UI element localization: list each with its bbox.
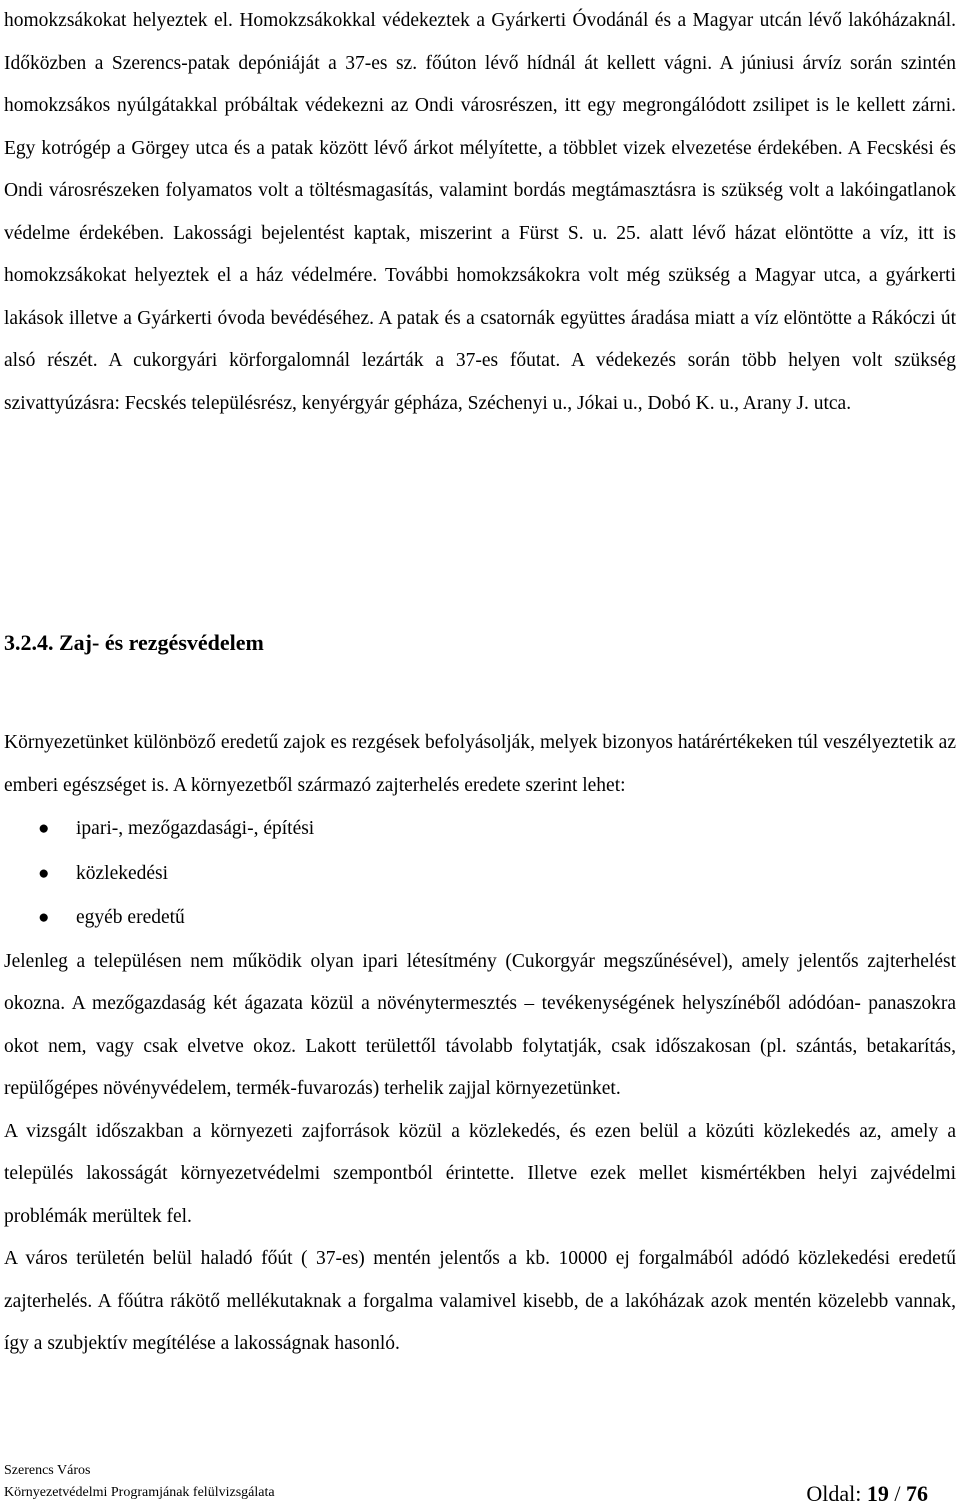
list-item-text: egyéb eredetű bbox=[76, 907, 185, 928]
footer-line-city: Szerencs Város bbox=[4, 1463, 91, 1478]
page-total: 76 bbox=[906, 1481, 928, 1506]
flood-defense-paragraph: homokzsákokat helyeztek el. Homokzsákokkal védekeztek a Gyárkerti Óvodánál és a Magyar utcán lévő lakóházaknál. Időközben a Szerencs-patak depóniáját a 37-es sz. főúton lévő hídnál át kellett vágni. A júniusi árvíz során szintén homokzsákos nyúlgátakkal próbáltak védekezni az Ondi városrészen, itt egy megrongálódott zsilipet is le kellett zárni. Egy kotrógép a Görgey utca és a patak között lévő árkot mélyítette, a többlet vizek elvezetése érdekében. A Fecskési és Ondi városrészeken folyamatos volt a töltésmagasítás, valamint bordás megtámasztásra is szükség volt a lakóingatlanok védelme érdekében. Lakossági bejelentést kaptak, miszerint a Fürst S. u. 25. alatt lévő házat elöntötte a víz, itt is homokzsákokat helyeztek el a ház védelmére. További homokzsákokra volt még szükség a Magyar utca, a gyárkerti lakások illetve a Gyárkerti óvoda bevédéséhez. A patak és a csatornák együttes áradása miatt a víz elöntötte a Rákóczi út alsó részét. A cukorgyári körforgalomnál lezárták a 37-es főutat. A védekezés során több helyen volt szükség szivattyúzásra: Fecskés településrész, kenyérgyár gépháza, Széchenyi u., Jókai u., Dobó K. u., Arany J. utca. bbox=[4, 10, 956, 414]
top-text-block bbox=[4, 0, 956, 425]
page-label: Oldal: bbox=[806, 1481, 862, 1506]
industry-paragraph: Jelenleg a településen nem működik olyan ipari létesítmény (Cukorgyár megszűnésével), amely jelentős zajterhelést okozna. A mezőgazdaság két ágazata közül a növénytermesztés – tevékenységének helyszínéből adódóan- panaszokra okot nem, vagy csak elvetve okoz. Lakott területtől távolabb folytatják, csak időszakosan (pl. szántás, betakarítás, repülőgépes növényvédelem, termék-fuvarozás) terhelik zajjal környezetünket. bbox=[4, 950, 956, 1099]
main-road-paragraph: A város területén belül haladó főút ( 37-es) mentén jelentős a kb. 10000 ej forgalmából adódó közlekedési eredetű zajterhelés. A főútra rákötő mellékutaknak a forgalma valamivel kisebb, de a lakóházak azok mentén közelebb vannak, így a szubjektív megítélése a lakosságnak hasonló. bbox=[4, 1248, 956, 1354]
noise-section bbox=[4, 722, 956, 1366]
footer-line-program: Környezetvédelmi Programjának felülvizsgálata bbox=[4, 1485, 275, 1500]
noise-source-list bbox=[4, 807, 956, 941]
bullet-icon: ● bbox=[38, 862, 50, 884]
bullet-icon: ● bbox=[38, 818, 50, 839]
list-item bbox=[4, 807, 956, 852]
bullet-icon: ● bbox=[38, 907, 50, 928]
intro-paragraph: Környezetünket különböző eredetű zajok es rezgések befolyásolják, melyek bizonyos határértékeken túl veszélyeztetik az emberi egészséget is. A környezetből származó zajterhelés eredete szerint lehet: bbox=[4, 732, 956, 796]
traffic-paragraph: A vizsgált időszakban a környezeti zajforrások közül a közlekedés, és ezen belül a közúti közlekedés az, amely a település lakosságát környezetvédelmi szempontból érintette. Illetve ezek mellet kismértékben helyi zajvédelmi problémák merültek fel. bbox=[4, 1120, 956, 1227]
page-separator: / bbox=[888, 1481, 906, 1506]
list-item-text: ipari-, mezőgazdasági-, építési bbox=[76, 818, 315, 839]
list-item-text: közlekedési bbox=[76, 862, 169, 884]
page-current: 19 bbox=[866, 1481, 889, 1506]
footer-document-title bbox=[4, 1460, 275, 1504]
list-item bbox=[4, 852, 956, 897]
list-item bbox=[4, 896, 956, 941]
page-number bbox=[806, 1480, 928, 1508]
section-heading: 3.2.4. Zaj- és rezgésvédelem bbox=[4, 630, 264, 655]
